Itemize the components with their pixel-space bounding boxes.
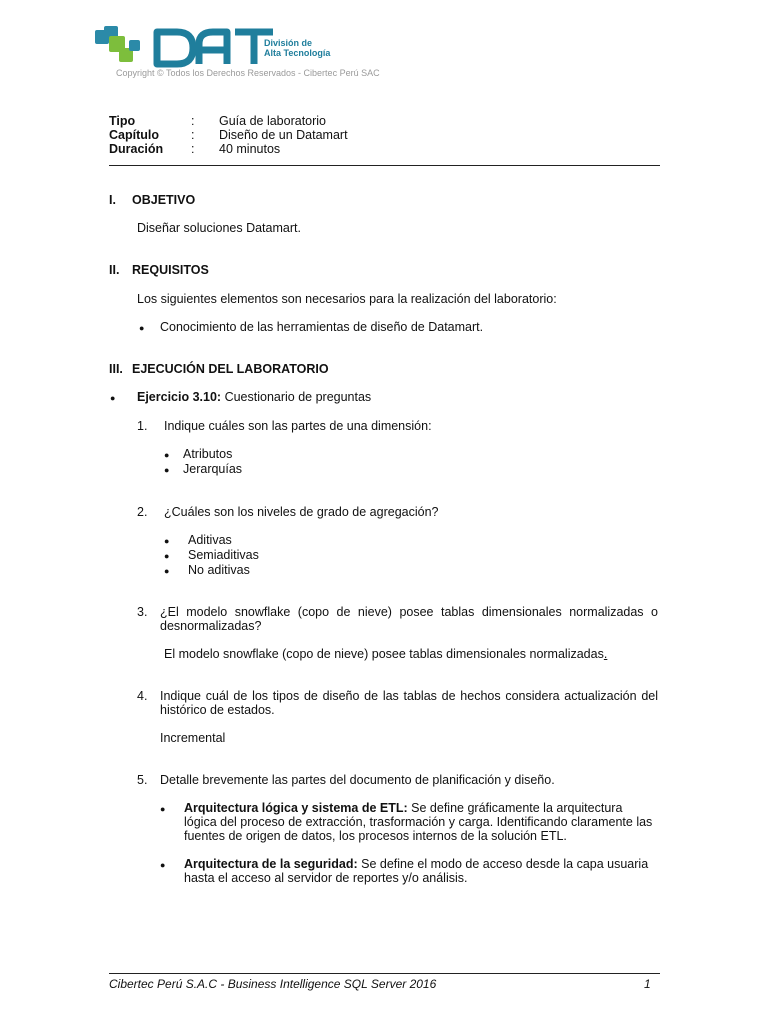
question-number: 5. [137, 773, 148, 787]
objetivo-text: Diseñar soluciones Datamart. [137, 221, 301, 235]
exercise-title: Cuestionario de preguntas [224, 390, 372, 404]
bullet-icon: ● [160, 860, 166, 870]
question-5-text: Detalle brevemente las partes del documento de planificación y diseño. [160, 773, 555, 787]
bullet-icon: ● [164, 566, 170, 576]
item-title: Arquitectura de la seguridad: [184, 857, 358, 871]
section-title: REQUISITOS [132, 263, 209, 277]
item-text: Se define gráficamente la arquitectura lógica del proceso de extracción, trasformación y carga. Identificando claramente las fuentes de origen de datos, los procesos internos de la solución ETL. [184, 801, 653, 843]
dat-logo [95, 26, 345, 70]
section-number: III. [109, 362, 123, 376]
section-title: OBJETIVO [132, 193, 196, 207]
meta-value: Diseño de un Datamart [219, 128, 348, 142]
answer-period: . [603, 647, 608, 661]
requisitos-intro: Los siguientes elementos son necesarios para la realización del laboratorio: [137, 292, 557, 306]
planning-item-etl [184, 801, 658, 843]
meta-value: 40 minutos [219, 142, 281, 156]
meta-colon: : [191, 114, 195, 128]
meta-key: Capítulo [109, 128, 159, 142]
bullet-icon: ● [139, 323, 145, 333]
requisitos-bullet: Conocimiento de las herramientas de diseño de Datamart. [160, 320, 484, 334]
meta-colon: : [191, 128, 195, 142]
question-number: 3. [137, 605, 148, 619]
planning-item-security [184, 857, 658, 885]
section-number: I. [109, 193, 116, 207]
question-number: 1. [137, 419, 148, 433]
logo-sub-line2: Alta Tecnología [264, 48, 331, 58]
section-title: EJECUCIÓN DEL LABORATORIO [132, 362, 329, 376]
item-title: Arquitectura lógica y sistema de ETL: [184, 801, 408, 815]
list-item: Semiaditivas [188, 548, 259, 562]
bullet-icon: ● [164, 536, 170, 546]
copyright-notice: Copyright © Todos los Derechos Reservados - Cibertec Perú SAC [116, 68, 380, 78]
bullet-icon: ● [160, 804, 166, 814]
meta-value: Guía de laboratorio [219, 114, 327, 128]
bullet-icon: ● [164, 551, 170, 561]
question-number: 4. [137, 689, 148, 703]
meta-row-duracion [109, 142, 669, 158]
item-text: Se define el modo de acceso desde la capa usuaria hasta el acceso al servidor de reportes y/o análisis. [184, 857, 649, 885]
bullet-icon: ● [164, 450, 170, 460]
question-2-text: ¿Cuáles son los niveles de grado de agregación? [164, 505, 439, 519]
list-item: No aditivas [188, 563, 250, 577]
question-3-text: ¿El modelo snowflake (copo de nieve) posee tablas dimensionales normalizadas o desnormalizadas? [160, 605, 658, 633]
question-3-answer [164, 647, 607, 661]
question-1-text: Indique cuáles son las partes de una dimensión: [164, 419, 432, 433]
list-item: Atributos [183, 447, 233, 461]
meta-key: Duración [109, 142, 164, 156]
section-number: II. [109, 263, 120, 277]
question-4-answer: Incremental [160, 731, 226, 745]
page-number: 1 [644, 977, 651, 991]
meta-colon: : [191, 142, 195, 156]
list-item: Aditivas [188, 533, 232, 547]
footer-text: Cibertec Perú S.A.C - Business Intelligence SQL Server 2016 [109, 977, 437, 991]
logo-sub-line1: División de [264, 38, 313, 48]
footer-divider [109, 973, 660, 974]
meta-key: Tipo [109, 114, 136, 128]
section-ejecucion [109, 362, 509, 378]
section-objetivo [109, 193, 409, 209]
exercise-heading [137, 390, 371, 404]
list-item: Jerarquías [183, 462, 243, 476]
exercise-label: Ejercicio 3.10: [137, 390, 222, 404]
bullet-icon: ● [110, 393, 116, 403]
answer-text: El modelo snowflake (copo de nieve) posee tablas dimensionales normalizadas [164, 647, 604, 661]
question-4-text: Indique cuál de los tipos de diseño de las tablas de hechos considera actualización del histórico de estados. [160, 689, 658, 717]
section-requisitos [109, 263, 409, 279]
question-number: 2. [137, 505, 148, 519]
bullet-icon: ● [164, 465, 170, 475]
header-divider [109, 165, 660, 166]
